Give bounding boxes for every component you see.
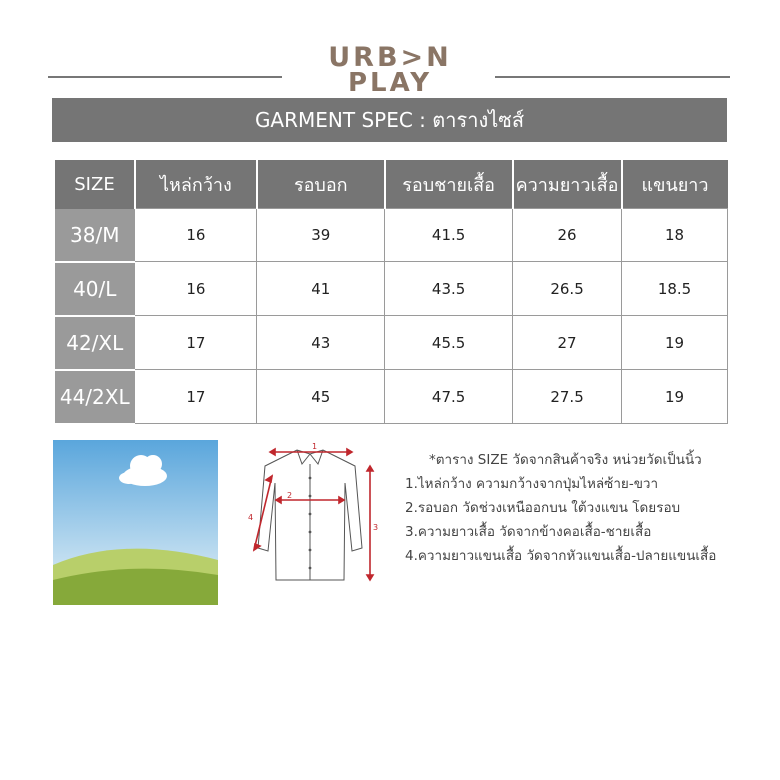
measure-label-4: 4: [248, 513, 254, 522]
column-header-chest: รอบอก: [257, 160, 385, 209]
table-cell: 16: [135, 209, 257, 262]
table-cell: 43.5: [385, 262, 513, 316]
table-cell: 27.5: [513, 370, 622, 424]
table-cell: 19: [622, 316, 728, 370]
measure-label-2: 2: [287, 491, 293, 500]
column-header-hem: รอบชายเสื้อ: [385, 160, 513, 209]
column-header-shoulder: ไหล่กว้าง: [135, 160, 257, 209]
table-cell: 27: [513, 316, 622, 370]
note-line: *ตาราง SIZE วัดจากสินค้าจริง หน่วยวัดเป็นนิ้ว: [429, 452, 702, 468]
table-row: [55, 370, 728, 424]
note-line: 4.ความยาวแขนเสื้อ วัดจากหัวแขนเสื้อ-ปลายแขนเสื้อ: [405, 548, 717, 564]
page-title: GARMENT SPEC : ตารางไซส์: [52, 98, 727, 142]
column-header-length: ความยาวเสื้อ: [513, 160, 622, 209]
size-cell: 44/2XL: [55, 370, 135, 424]
table-cell: 18: [622, 209, 728, 262]
divider-right: [495, 76, 730, 78]
size-spec-table: [55, 160, 728, 425]
table-cell: 18.5: [622, 262, 728, 316]
size-cell: 38/M: [55, 209, 135, 262]
column-header-size: SIZE: [55, 160, 135, 209]
table-row: [55, 262, 728, 316]
table-cell: 17: [135, 316, 257, 370]
note-line: 3.ความยาวเสื้อ วัดจากข้างคอเสื้อ-ชายเสื้อ: [405, 524, 652, 540]
landscape-image: [53, 440, 218, 605]
table-cell: 19: [622, 370, 728, 424]
measurement-notes: [405, 448, 765, 568]
table-cell: 16: [135, 262, 257, 316]
table-cell: 39: [257, 209, 385, 262]
table-cell: 45: [257, 370, 385, 424]
table-cell: 41: [257, 262, 385, 316]
table-cell: 47.5: [385, 370, 513, 424]
table-cell: 26.5: [513, 262, 622, 316]
table-row: [55, 209, 728, 262]
divider-left: [48, 76, 282, 78]
table-row: [55, 316, 728, 370]
table-cell: 26: [513, 209, 622, 262]
size-cell: 42/XL: [55, 316, 135, 370]
table-cell: 45.5: [385, 316, 513, 370]
table-header-row: [55, 160, 728, 209]
brand-logo-line2: PLAY: [347, 68, 433, 98]
measure-label-1: 1: [312, 442, 318, 451]
table-cell: 43: [257, 316, 385, 370]
shirt-measurement-diagram: [240, 438, 380, 597]
note-line: 1.ไหล่กว้าง ความกว้างจากปุ่มไหล่ซ้าย-ขวา: [405, 476, 659, 492]
table-cell: 17: [135, 370, 257, 424]
measure-label-3: 3: [373, 523, 379, 532]
brand-logo-line1: URB>N: [328, 42, 452, 73]
size-cell: 40/L: [55, 262, 135, 316]
note-line: 2.รอบอก วัดช่วงเหนืออกบน ใต้วงแขน โดยรอบ: [405, 500, 681, 516]
table-cell: 41.5: [385, 209, 513, 262]
column-header-sleeve: แขนยาว: [622, 160, 728, 209]
